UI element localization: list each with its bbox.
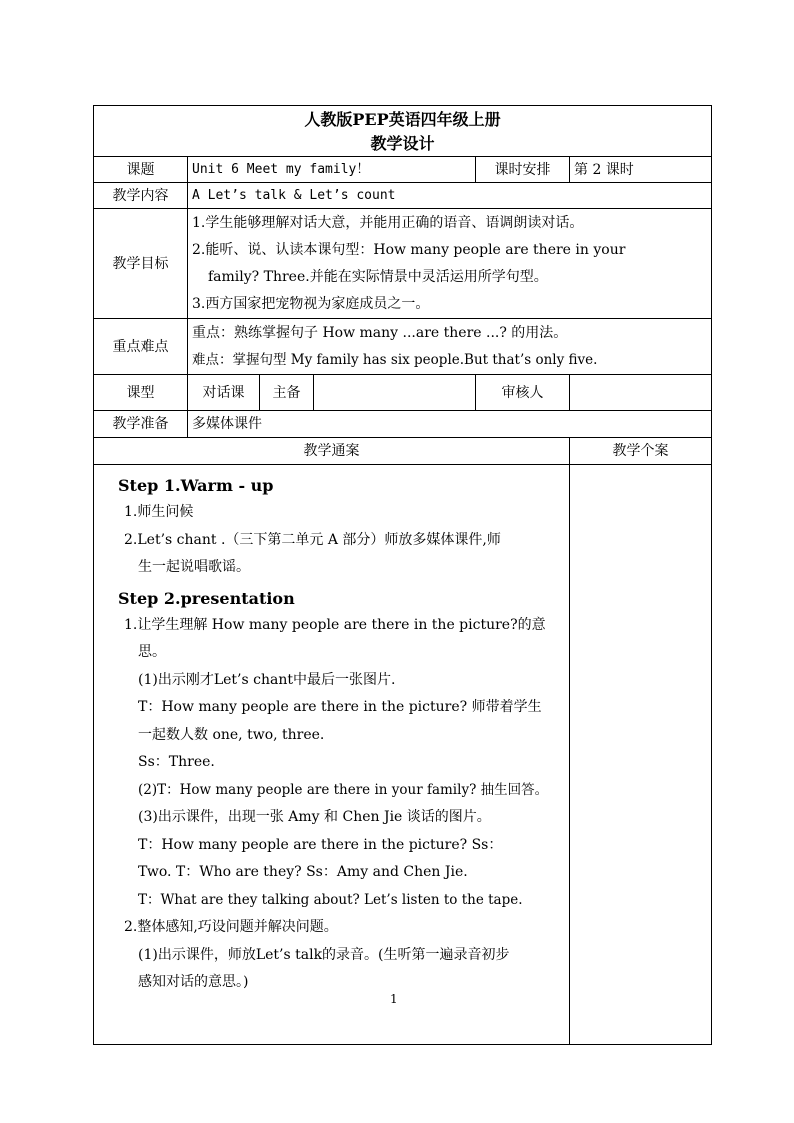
step2-line: Two. T：Who are they? Ss：Amy and Chen Jie.	[138, 864, 468, 880]
step2-line: 2.整体感知,巧设问题并解决问题。	[124, 919, 338, 935]
goal-item: 1.学生能够理解对话大意，并能用正确的语音、语调朗读对话。	[192, 214, 584, 231]
schedule-label: 课时安排	[476, 157, 570, 183]
page-number: 1	[390, 992, 398, 1006]
focus-cell	[188, 319, 712, 375]
difficulty: 难点：掌握句型 My family has six people.But that’s only five.	[192, 351, 598, 368]
step1-line: 1.师生问候	[124, 504, 194, 520]
step2-line: Ss：Three.	[138, 754, 215, 770]
step2-line: 一起数人数 one, two, three.	[138, 726, 325, 743]
step2-title: Step 2.presentation	[118, 588, 295, 608]
content-value: A Let’s talk & Let’s count	[188, 183, 712, 209]
step2-line: (2)T：How many people are there in your family? 抽生回答。	[138, 781, 549, 798]
step2-line: 思。	[138, 644, 166, 660]
common-plan-body	[94, 465, 570, 1045]
topic-label: 课题	[94, 157, 188, 183]
title-line-1: 人教版PEP英语四年级上册	[304, 110, 501, 129]
title-line-2: 教学设计	[370, 134, 435, 153]
key-point: 重点：熟练掌握句子 How many ...are there ...? 的用法。	[192, 324, 568, 341]
common-plan-header: 教学通案	[94, 438, 570, 465]
goal-item: 2.能听、说、认读本课句型：How many people are there in your	[192, 241, 626, 258]
step1-line: 2.Let’s chant .（三下第二单元 A 部分）师放多媒体课件,师	[124, 531, 501, 548]
document-title	[94, 106, 712, 157]
reviewer-label: 审核人	[476, 375, 570, 411]
individual-plan-header: 教学个案	[570, 438, 712, 465]
step2-line: T：How many people are there in the picture? Ss：	[138, 836, 503, 853]
lesson-type-value: 对话课	[188, 375, 260, 411]
step1-line: 生一起说唱歌谣。	[138, 559, 250, 575]
step2-line: 1.让学生理解 How many people are there in the picture?的意	[124, 616, 546, 633]
step2-line: 感知对话的意思。)	[138, 974, 249, 990]
content-label: 教学内容	[94, 183, 188, 209]
prep-teacher-value	[314, 375, 476, 411]
lesson-plan-document	[93, 105, 711, 1048]
goals-cell	[188, 209, 712, 319]
prep-label: 教学准备	[94, 411, 188, 438]
step2-line: (1)出示刚才Let’s chant中最后一张图片.	[138, 671, 396, 688]
schedule-value: 第 2 课时	[570, 157, 712, 183]
step2-line: T：How many people are there in the picture? 师带着学生	[138, 699, 542, 715]
topic-value: Unit 6 Meet my family！	[188, 157, 476, 183]
goal-item: 3.西方国家把宠物视为家庭成员之一。	[192, 295, 430, 312]
reviewer-value	[570, 375, 712, 411]
prep-value: 多媒体课件	[188, 411, 712, 438]
step1-title: Step 1.Warm - up	[118, 476, 274, 495]
step2-line: T：What are they talking about? Let’s listen to the tape.	[138, 891, 523, 908]
focus-label: 重点难点	[94, 319, 188, 375]
step2-line: (1)出示课件，师放Let’s talk的录音。(生听第一遍录音初步	[138, 946, 510, 963]
goals-label: 教学目标	[94, 209, 188, 319]
goal-item: family? Three.并能在实际情景中灵活运用所学句型。	[208, 268, 548, 285]
individual-plan-body	[570, 465, 712, 1045]
prep-teacher-label: 主备	[260, 375, 314, 411]
lesson-plan-table	[93, 105, 712, 1045]
step2-line: (3)出示课件，出现一张 Amy 和 Chen Jie 谈话的图片。	[138, 809, 491, 825]
lesson-type-label: 课型	[94, 375, 188, 411]
